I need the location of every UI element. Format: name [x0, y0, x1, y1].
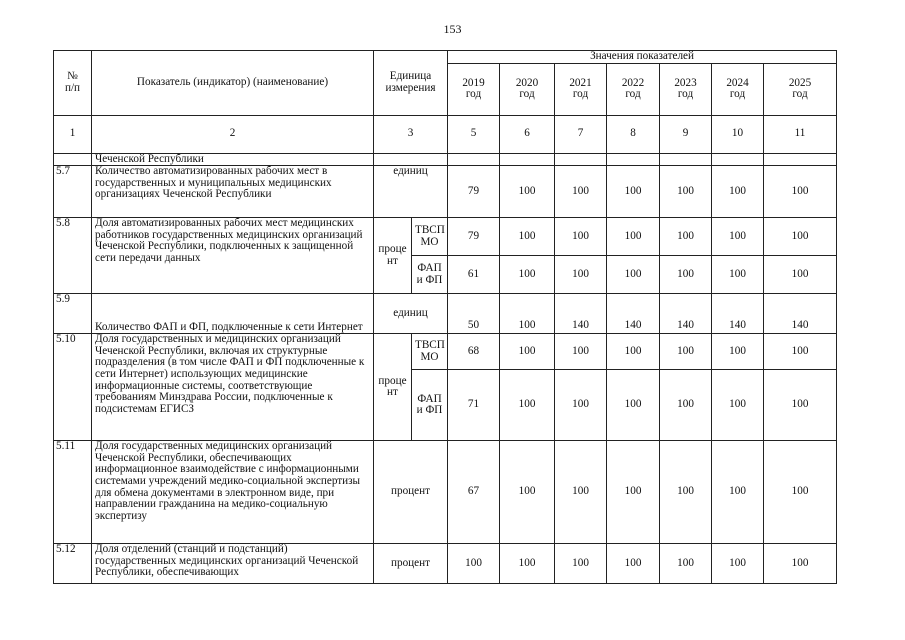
row-value: 100: [712, 256, 764, 294]
row-value: 100: [607, 256, 660, 294]
row-value: 71: [448, 370, 500, 441]
row-value: 140: [607, 294, 660, 334]
row-num: 5.8: [54, 218, 92, 294]
row-value: 100: [764, 256, 837, 294]
row-value: [555, 153, 607, 166]
row-value: [607, 153, 660, 166]
row-value: 100: [712, 544, 764, 584]
row-num: 5.12: [54, 544, 92, 584]
table-row: [54, 334, 837, 370]
row-indicator: Количество ФАП и ФП, подключенные к сети Интернет: [92, 294, 374, 334]
row-value: 100: [500, 334, 555, 370]
row-value: 100: [500, 218, 555, 256]
row-value: 100: [764, 334, 837, 370]
row-indicator: Доля отделений (станций и подстанций) государственных медицинских организаций Чеченской Республики, обеспечивающих: [92, 544, 374, 584]
row-value: 68: [448, 334, 500, 370]
row-unit: [374, 153, 448, 166]
header-year: 2020 год: [500, 63, 555, 115]
table-row: [54, 153, 837, 166]
col-number: 10: [712, 115, 764, 153]
row-value: 100: [660, 218, 712, 256]
header-year: 2024 год: [712, 63, 764, 115]
header-indicator: Показатель (индикатор) (наименование): [92, 51, 374, 116]
row-sublabel: ТВСП МО: [412, 334, 448, 370]
row-value: 100: [764, 544, 837, 584]
row-value: 100: [712, 334, 764, 370]
header-year: 2019 год: [448, 63, 500, 115]
row-value: [764, 153, 837, 166]
row-value: 100: [607, 544, 660, 584]
row-indicator: Чеченской Республики: [92, 153, 374, 166]
row-num: [54, 153, 92, 166]
header-year: 2025 год: [764, 63, 837, 115]
col-number: 6: [500, 115, 555, 153]
row-sublabel: ФАП и ФП: [412, 256, 448, 294]
row-value: 100: [660, 166, 712, 218]
row-value: [500, 153, 555, 166]
row-value: 100: [660, 370, 712, 441]
row-value: 100: [500, 166, 555, 218]
row-value: 61: [448, 256, 500, 294]
row-value: 100: [764, 166, 837, 218]
table-row: [54, 294, 837, 334]
header-num: № п/п: [54, 51, 92, 116]
row-unit: единиц: [374, 294, 448, 334]
indicators-table: [53, 50, 837, 584]
row-value: 100: [764, 370, 837, 441]
row-indicator: Количество автоматизированных рабочих мест в государственных и муниципальных медицинских организациях Чеченской Республики: [92, 166, 374, 218]
row-value: 100: [500, 256, 555, 294]
row-value: 100: [712, 441, 764, 544]
row-value: 140: [764, 294, 837, 334]
col-number: 3: [374, 115, 448, 153]
row-value: 100: [555, 256, 607, 294]
header-year: 2023 год: [660, 63, 712, 115]
page-number: 153: [443, 22, 462, 36]
row-value: 100: [555, 370, 607, 441]
col-number: 5: [448, 115, 500, 153]
row-unit: проце нт: [374, 218, 412, 294]
row-indicator: Доля государственных медицинских организаций Чеченской Республики, обеспечивающих информационное взаимодействие с информационными системами учреждений медико-социальной экспертизы для обмена документами в электронном виде, при направлении гражданина на медико-социальную экспертизу: [92, 441, 374, 544]
row-value: 100: [555, 441, 607, 544]
row-value: 100: [448, 544, 500, 584]
row-value: 100: [555, 334, 607, 370]
row-value: 100: [555, 218, 607, 256]
row-value: 100: [607, 218, 660, 256]
row-value: 100: [607, 166, 660, 218]
header-year: 2022 год: [607, 63, 660, 115]
row-sublabel: ФАП и ФП: [412, 370, 448, 441]
row-sublabel: ТВСП МО: [412, 218, 448, 256]
row-value: 100: [500, 294, 555, 334]
row-value: 100: [764, 218, 837, 256]
row-value: 100: [764, 441, 837, 544]
row-value: 100: [660, 441, 712, 544]
row-value: 100: [555, 544, 607, 584]
row-value: [448, 153, 500, 166]
row-unit: процент: [374, 441, 448, 544]
row-value: [660, 153, 712, 166]
table-row: [54, 544, 837, 584]
row-num: 5.9: [54, 294, 92, 334]
header-unit: Единица измерения: [374, 51, 448, 116]
header-values-group: Значения показателей: [448, 51, 837, 64]
row-value: 140: [555, 294, 607, 334]
col-number: 11: [764, 115, 837, 153]
col-number: 9: [660, 115, 712, 153]
row-value: 67: [448, 441, 500, 544]
row-unit: единиц: [374, 166, 448, 218]
col-number: 7: [555, 115, 607, 153]
row-value: 100: [500, 441, 555, 544]
row-value: 79: [448, 166, 500, 218]
row-value: 100: [660, 256, 712, 294]
row-value: [712, 153, 764, 166]
col-number: 2: [92, 115, 374, 153]
row-value: 100: [712, 166, 764, 218]
row-value: 140: [712, 294, 764, 334]
row-value: 100: [712, 370, 764, 441]
row-num: 5.7: [54, 166, 92, 218]
row-indicator: Доля автоматизированных рабочих мест медицинских работников государственных медицинских организаций Чеченской Республики, подключенных к защищенной сети передачи данных: [92, 218, 374, 294]
col-number: 1: [54, 115, 92, 153]
row-value: 100: [500, 370, 555, 441]
table-row: [54, 218, 837, 256]
row-value: 79: [448, 218, 500, 256]
row-value: 100: [607, 334, 660, 370]
row-value: 100: [660, 334, 712, 370]
row-value: 100: [712, 218, 764, 256]
row-value: 100: [660, 544, 712, 584]
row-value: 100: [607, 370, 660, 441]
row-unit: процент: [374, 544, 448, 584]
table-row: [54, 441, 837, 544]
row-indicator: Доля государственных и медицинских организаций Чеченской Республики, включая их структурные подразделения (в том числе ФАП и ФП подключенные к сети Интернет) использующих медицинские информационные системы, соответствующие требованиям Минздрава России, подключенные к подсистемам ЕГИСЗ: [92, 334, 374, 441]
row-unit: проце нт: [374, 334, 412, 441]
table-row: [54, 166, 837, 218]
row-value: 140: [660, 294, 712, 334]
row-num: 5.11: [54, 441, 92, 544]
row-value: 50: [448, 294, 500, 334]
header-year: 2021 год: [555, 63, 607, 115]
row-value: 100: [500, 544, 555, 584]
row-value: 100: [555, 166, 607, 218]
row-num: 5.10: [54, 334, 92, 441]
row-value: 100: [607, 441, 660, 544]
col-number: 8: [607, 115, 660, 153]
